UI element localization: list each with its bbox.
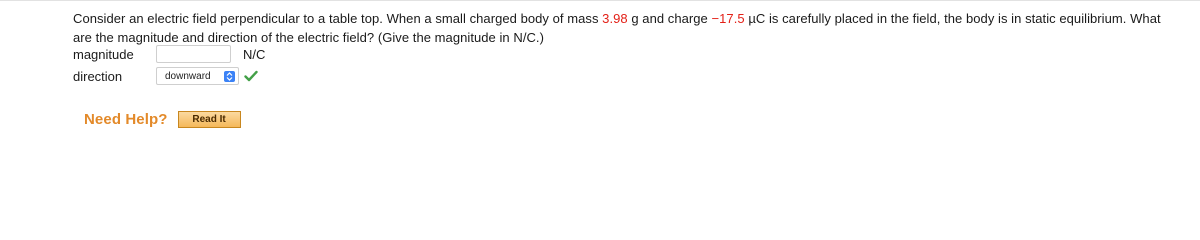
question-part-3: µC is carefully placed in the field, the body is in static equilibrium. What are the magnitude and direction of the electric field? (Give the magnitude in N/C.) [73,11,1161,45]
mass-value: 3.98 [602,11,628,26]
question-part-1: Consider an electric field perpendicular to a table top. When a small charged body of mass [73,11,603,26]
check-icon [244,69,258,83]
read-it-button[interactable]: Read It [178,111,241,128]
question-part-2: g and charge [627,11,712,26]
direction-label: direction [73,68,123,84]
top-divider [0,0,1200,1]
magnitude-row [73,43,265,65]
magnitude-label: magnitude [73,46,134,62]
direction-select[interactable] [156,67,239,85]
direction-row [73,65,258,87]
magnitude-unit: N/C [243,46,266,62]
charge-value: −17.5 [711,11,745,26]
need-help-label: Need Help? [84,110,168,128]
question-text [73,9,1183,47]
select-arrows-icon [224,71,235,82]
magnitude-input[interactable] [156,45,231,63]
help-row [84,108,241,130]
direction-selected-value: downward [165,70,211,82]
